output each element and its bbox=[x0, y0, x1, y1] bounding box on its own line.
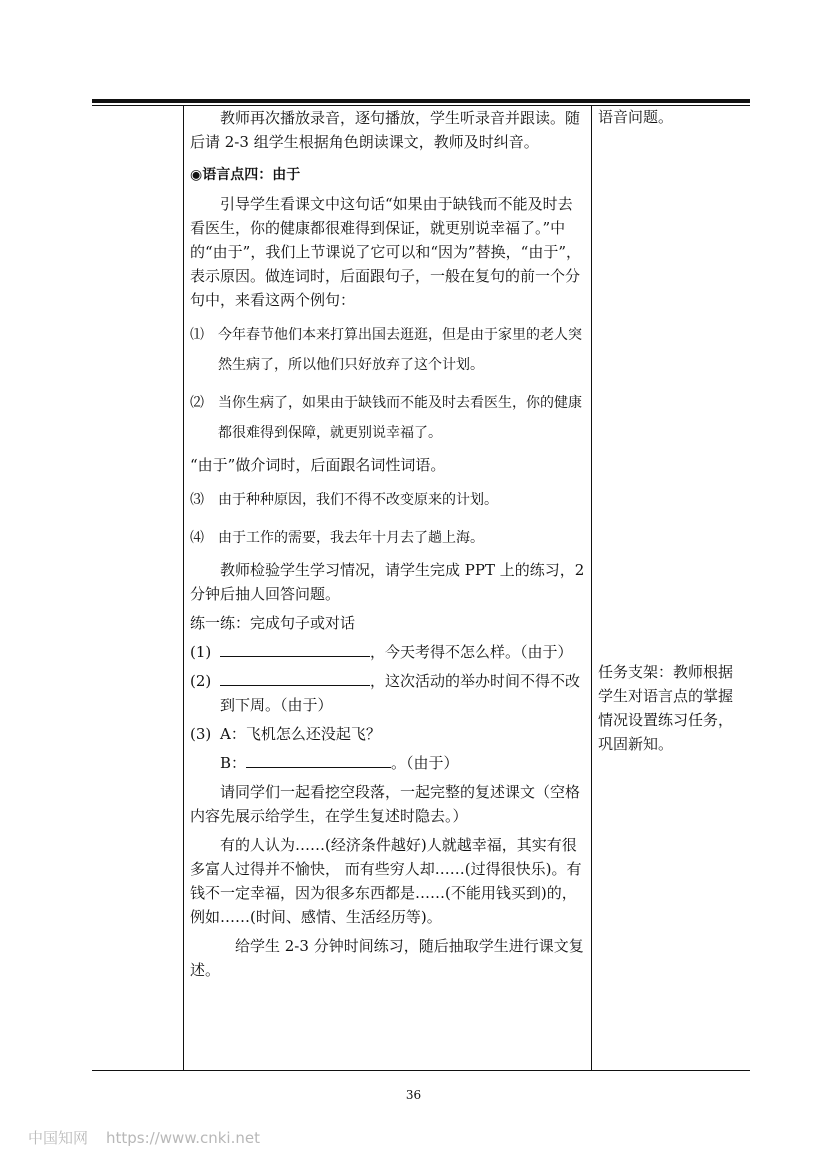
example-sentence bbox=[190, 485, 585, 515]
explanation-paragraph: 引导学生看课文中这句话“如果由于缺钱而不能及时去看医生，你的健康都很难得到保证，就更别说幸福了。”中的“由于”，我们上节课说了它可以和“因为”替换，“由于”，表示原因。做连词时，后面跟句子，一般在复句的前一个分句中，来看这两个例句： bbox=[190, 195, 582, 309]
example-number: ⑶ bbox=[190, 492, 204, 508]
language-point-heading: ◉语言点四：由于 bbox=[190, 167, 301, 183]
practice-number: (2) bbox=[190, 672, 212, 690]
practice-item bbox=[190, 722, 585, 746]
table-bottom-rule bbox=[92, 1070, 750, 1071]
practice-item bbox=[190, 669, 585, 717]
example-number: ⑵ bbox=[190, 395, 204, 411]
retell-practice-paragraph: 给学生 2-3 分钟时间练习，随后抽取学生进行课文复述。 bbox=[190, 937, 584, 979]
practice-item bbox=[190, 640, 585, 664]
answer-blank bbox=[220, 671, 370, 686]
watermark bbox=[28, 1127, 260, 1148]
practice-text: ，这次活动的举办时间不得不改到下周。（由于） bbox=[220, 672, 581, 714]
side-note-pronunciation: 语音问题。 bbox=[598, 108, 674, 126]
example-text: 当你生病了，如果由于缺钱而不能及时去看医生，你的健康都很难得到保障，就更别说幸福了。 bbox=[218, 395, 582, 441]
lesson-process-column bbox=[190, 106, 585, 982]
dialog-b-label: B： bbox=[220, 754, 247, 772]
practice-dialog-a: A：飞机怎么还没起飞？ bbox=[220, 725, 381, 743]
example-number: ⑴ bbox=[190, 327, 204, 343]
playback-paragraph: 教师再次播放录音，逐句播放，学生听录音并跟读。随后请 2-3 组学生根据角色朗读课文，教师及时纠音。 bbox=[190, 109, 581, 151]
example-text: 由于种种原因，我们不得不改变原来的计划。 bbox=[218, 492, 498, 508]
example-text: 由于工作的需要，我去年十月去了趟上海。 bbox=[218, 530, 484, 546]
practice-dialog-b bbox=[190, 751, 585, 775]
example-sentence bbox=[190, 320, 585, 380]
example-sentence bbox=[190, 388, 585, 448]
header-rule-thick bbox=[92, 99, 750, 103]
cloze-paragraph: 有的人认为……(经济条件越好)人就越幸福，其实有很多富人过得并不愉快， 而有些穷人却……(过得很快乐)。有钱不一定幸福，因为很多东西都是……(不能用钱买到)的，例如……(时间、感情、生活经历等)。 bbox=[190, 836, 582, 926]
side-note-task-scaffold: 任务支架：教师根据学生对语言点的掌握情况设置练习任务，巩固新知。 bbox=[598, 663, 734, 753]
table-border-middle bbox=[591, 106, 592, 1070]
answer-blank bbox=[220, 642, 370, 657]
retell-instruction: 请同学们一起看挖空段落，一起完整的复述课文（空格内容先展示给学生，在学生复述时隐去。） bbox=[190, 783, 581, 825]
preposition-note: “由于”做介词时，后面跟名词性词语。 bbox=[190, 456, 446, 474]
watermark-cn: 中国知网 bbox=[28, 1129, 89, 1147]
example-number: ⑷ bbox=[190, 530, 204, 546]
example-text: 今年春节他们本来打算出国去逛逛，但是由于家里的老人突然生病了，所以他们只好放弃了这个计划。 bbox=[218, 327, 582, 373]
answer-blank bbox=[246, 753, 391, 768]
practice-number: (3) bbox=[190, 725, 212, 743]
table-border-left bbox=[183, 106, 184, 1070]
page-number: 36 bbox=[405, 1088, 422, 1102]
practice-text: ，今天考得不怎么样。（由于） bbox=[370, 643, 573, 661]
check-paragraph: 教师检验学生学习情况，请学生完成 PPT 上的练习，2 分钟后抽人回答问题。 bbox=[190, 561, 585, 603]
watermark-url: https://www.cnki.net bbox=[106, 1129, 260, 1147]
dialog-b-suffix: 。（由于） bbox=[391, 754, 459, 772]
practice-number: (1) bbox=[190, 643, 212, 661]
practice-title: 练一练：完成句子或对话 bbox=[190, 614, 356, 632]
example-sentence bbox=[190, 523, 585, 553]
